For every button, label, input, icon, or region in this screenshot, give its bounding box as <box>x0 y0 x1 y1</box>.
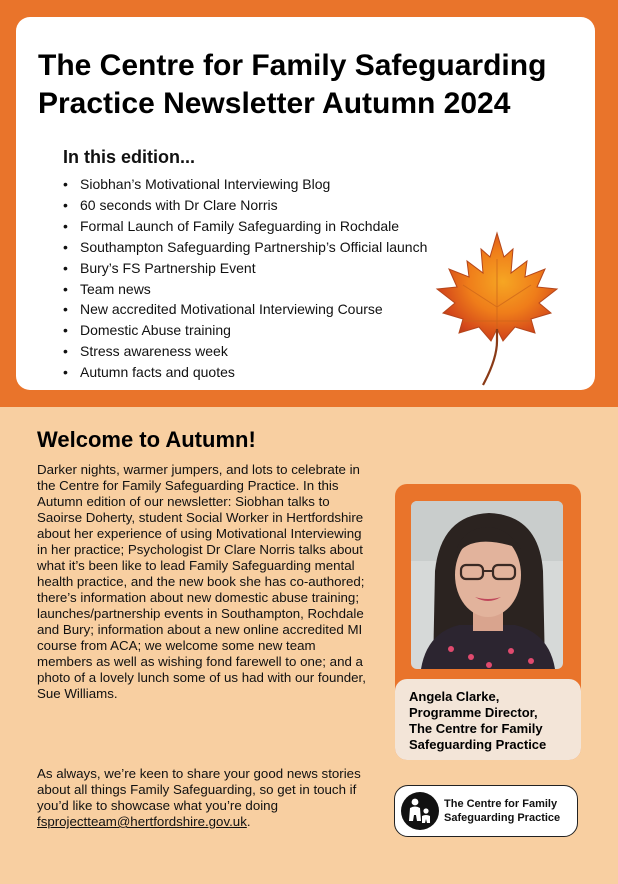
profile-org-line2: Safeguarding Practice <box>409 737 547 752</box>
profile-caption <box>395 679 581 760</box>
header-card <box>16 17 595 390</box>
profile-role: Programme Director, <box>409 705 538 720</box>
logo-line1: The Centre for Family <box>444 798 558 810</box>
edition-item: • Team news <box>63 279 427 300</box>
edition-list <box>63 174 427 383</box>
logo-text <box>444 797 560 825</box>
cta-text: As always, we’re keen to share your good news stories about all things Family Safeguarding, so get in touch if you’d like to showcase what you’re doing <box>37 766 361 813</box>
edition-heading: In this edition... <box>63 147 195 167</box>
edition-item: • Domestic Abuse training <box>63 320 427 341</box>
edition-item: • Formal Launch of Family Safeguarding in Rochdale <box>63 216 427 237</box>
header-band <box>0 0 618 407</box>
profile-name: Angela Clarke, <box>409 689 500 704</box>
organisation-logo <box>394 785 578 837</box>
edition-item: • Southampton Safeguarding Partnership’s Official launch <box>63 237 427 258</box>
edition-item: • Autumn facts and quotes <box>63 362 427 383</box>
edition-item: • Siobhan’s Motivational Interviewing Blog <box>63 174 427 195</box>
newsletter-title: The Centre for Family Safeguarding Practice Newsletter Autumn 2024 <box>38 49 547 120</box>
edition-item: • New accredited Motivational Interviewing Course <box>63 299 427 320</box>
profile-org-line1: The Centre for Family <box>409 721 543 736</box>
welcome-call-to-action <box>37 766 377 830</box>
portrait-photo <box>411 501 563 669</box>
logo-line2: Safeguarding Practice <box>444 812 561 824</box>
welcome-body: Darker nights, warmer jumpers, and lots to celebrate in the Centre for Family Safeguarding Practice. In this Autumn edition of our newsletter: Siobhan talks to Saoirse Doherty, student Social Worker in Hertfordshire about her experience of using Motivational Interviewing in her practice; Psychologist Dr Clare Norris talks about what it’s been like to lead Family Safeguarding mental health practice, and the new book she has co-authored; there’s information about new domestic abuse training; launches/partnership events in Southampton, Rochdale and Bury; information about a new online accredited MI course from ACA; we welcome some new team members as well as wishing fond farewell to one; and a photo of a lovely lunch some of us had with our founder, Sue Williams. <box>37 462 366 701</box>
welcome-title: Welcome to Autumn! <box>37 427 256 452</box>
maple-leaf-icon <box>433 229 561 389</box>
edition-item: • 60 seconds with Dr Clare Norris <box>63 195 427 216</box>
edition-item: • Bury’s FS Partnership Event <box>63 258 427 279</box>
profile-card <box>395 484 581 760</box>
edition-item: • Stress awareness week <box>63 341 427 362</box>
cta-suffix: . <box>246 814 251 829</box>
email-link[interactable]: fsprojectteam@hertfordshire.gov.uk <box>37 814 247 829</box>
family-logo-icon <box>400 791 440 831</box>
